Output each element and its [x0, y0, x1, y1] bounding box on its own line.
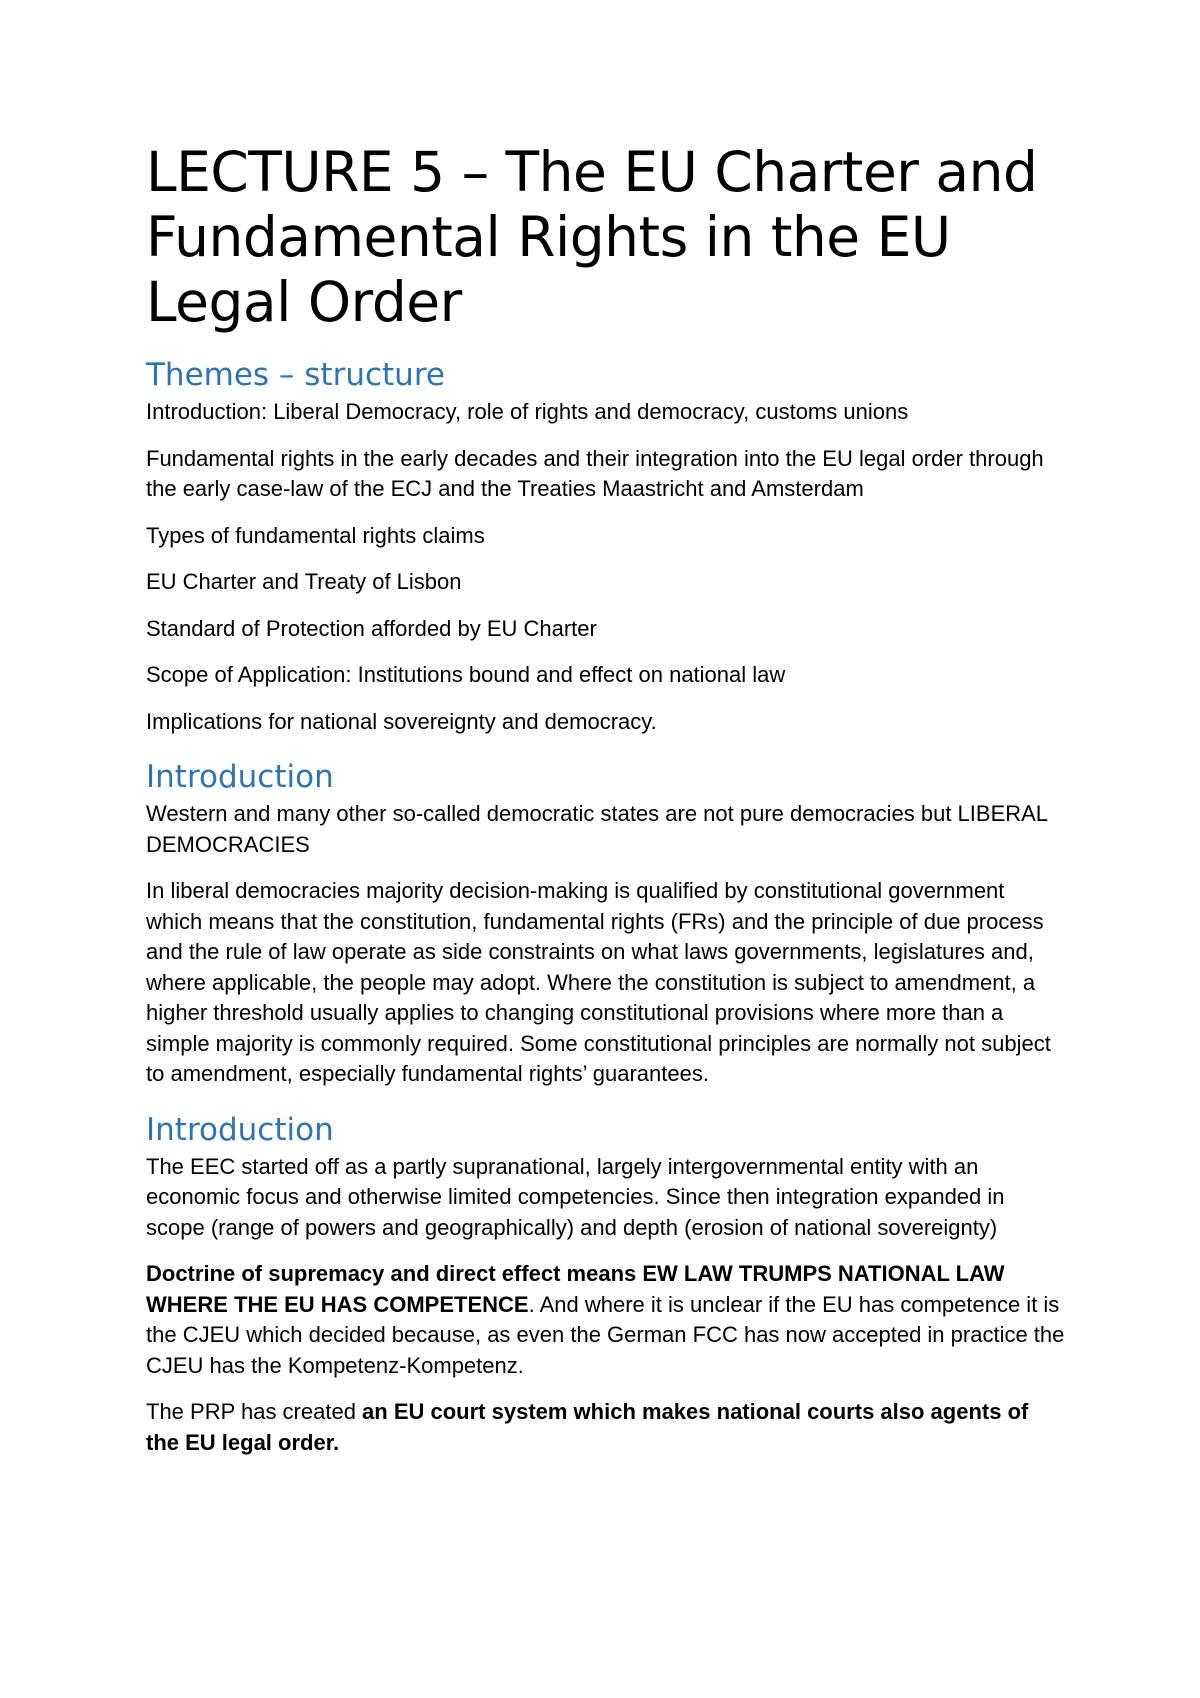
theme-item: Fundamental rights in the early decades and their integration into the EU legal order through the early case-law of the ECJ and the Treaties Maastricht and Amsterdam: [146, 445, 1044, 501]
section-heading-introduction: Introduction: [146, 1111, 334, 1148]
body-paragraph-supremacy: [146, 1259, 1066, 1381]
section-heading-themes: Themes – structure: [146, 357, 445, 393]
body-paragraph: The EEC started off as a partly supranational, largely intergovernmental entity with an economic focus and otherwise limited competencies. Since then integration expanded in scope (range of powers and geographically) and depth (erosion of national sovereignty): [146, 1153, 1005, 1240]
body-text: The PRP has created: [146, 1399, 363, 1424]
body-text: . And where it is unclear if the EU has competence it is the CJEU which decided because, as even the German FCC has now accepted in practice the CJEU has the Kompetenz-Kompetenz.: [146, 1291, 1065, 1378]
body-paragraph-prp: [146, 1397, 1066, 1458]
theme-item: Types of fundamental rights claims: [146, 522, 485, 548]
theme-item: Implications for national sovereignty and democracy.: [146, 708, 657, 734]
theme-item: Scope of Application: Institutions bound and effect on national law: [146, 662, 786, 687]
body-paragraph: Western and many other so-called democratic states are not pure democracies but LIBERAL DEMOCRACIES: [146, 801, 1048, 857]
emphasis-text: an EU court system which makes national courts also agents of the EU legal order.: [146, 1399, 1029, 1455]
document-page: [146, 140, 1066, 1474]
document-title: LECTURE 5 – The EU Charter and Fundamental Rights in the EU Legal Order: [146, 140, 1038, 334]
theme-item: EU Charter and Treaty of Lisbon: [146, 569, 462, 594]
body-paragraph: In liberal democracies majority decision-making is qualified by constitutional government which means that the constitution, fundamental rights (FRs) and the principle of due process and the rule of law operate as side constraints on what laws governments, legislatures and, where applicable, the people may adopt. Where the constitution is subject to amendment, a higher threshold usually applies to changing constitutional provisions where more than a simple majority is commonly required. Some constitutional principles are normally not subject to amendment, especially fundamental rights’ guarantees.: [146, 878, 1051, 1086]
section-heading-introduction: Introduction: [146, 759, 334, 795]
emphasis-text: Doctrine of supremacy and direct effect means EW LAW TRUMPS NATIONAL LAW WHERE THE EU HAS COMPETENCE: [146, 1261, 1005, 1317]
theme-item: Introduction: Liberal Democracy, role of rights and democracy, customs unions: [146, 399, 909, 424]
theme-item: Standard of Protection afforded by EU Charter: [146, 615, 597, 641]
